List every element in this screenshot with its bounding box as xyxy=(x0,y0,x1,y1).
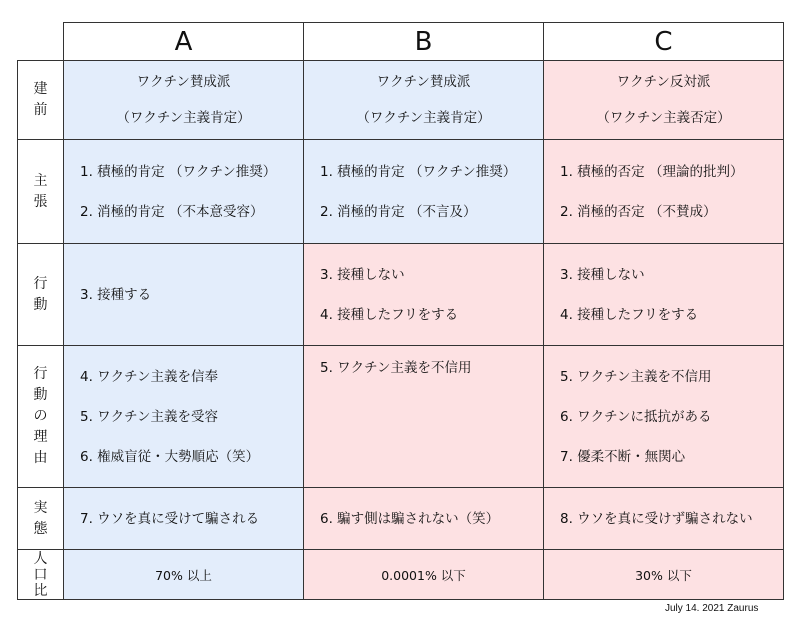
cell-b-riyu xyxy=(304,346,544,488)
cell-line: ワクチン反対派 xyxy=(616,74,711,90)
row-label-char: 動 xyxy=(33,296,48,313)
row-tatemae xyxy=(18,61,784,140)
row-label-kodo-no-riyu xyxy=(18,346,64,488)
cell-line: 6. 騙す側は騙されない（笑） xyxy=(320,510,500,527)
row-label-char: 主 xyxy=(33,172,48,189)
cell-line: 6. 権威盲従・大勢順応（笑） xyxy=(80,448,260,465)
cell-a-jinkohi: 70% 以上 xyxy=(64,550,304,600)
row-label-char: 理 xyxy=(33,429,48,445)
cell-line: ワクチン賛成派 xyxy=(136,74,231,90)
row-kodo-no-riyu xyxy=(18,346,784,488)
column-header-c: C xyxy=(544,23,784,61)
row-label-tatemae xyxy=(18,61,64,140)
cell-line: 6. ワクチンに抵抗がある xyxy=(560,408,712,425)
row-label-char: 張 xyxy=(33,193,48,210)
cell-line: 3. 接種しない xyxy=(560,266,645,283)
cell-line: （ワクチン主義肯定） xyxy=(356,110,491,126)
row-label-char: 行 xyxy=(33,366,48,382)
cell-a-jittai xyxy=(64,488,304,550)
header-row xyxy=(18,23,784,61)
row-label-char: の xyxy=(33,408,48,424)
row-jittai xyxy=(18,488,784,550)
row-label-char: 動 xyxy=(33,387,48,403)
cell-a-shucho xyxy=(64,140,304,244)
cell-line: 1. 積極的否定 （理論的批判） xyxy=(560,163,744,180)
cell-line: 7. 優柔不断・無関心 xyxy=(560,448,686,465)
cell-line: 5. ワクチン主義を不信用 xyxy=(560,368,712,385)
row-label-char: 口 xyxy=(33,566,48,583)
cell-c-jittai xyxy=(544,488,784,550)
cell-a-kodo xyxy=(64,244,304,346)
row-label-shucho xyxy=(18,140,64,244)
row-label-char: 人 xyxy=(33,550,48,567)
cell-line: 3. 接種する xyxy=(80,286,152,303)
corner-cell xyxy=(18,23,64,61)
cell-b-jinkohi: 0.0001% 以下 xyxy=(304,550,544,600)
cell-line: 1. 積極的肯定 （ワクチン推奨） xyxy=(80,163,277,180)
cell-line: 1. 積極的肯定 （ワクチン推奨） xyxy=(320,163,517,180)
row-label-jinkohi xyxy=(18,550,64,600)
row-label-char: 前 xyxy=(33,102,48,118)
cell-c-tatemae xyxy=(544,61,784,140)
cell-line: 2. 消極的肯定 （不本意受容） xyxy=(80,203,264,220)
row-shucho xyxy=(18,140,784,244)
cell-b-shucho xyxy=(304,140,544,244)
cell-b-tatemae xyxy=(304,61,544,140)
column-header-a: A xyxy=(64,23,304,61)
row-label-char: 実 xyxy=(33,499,48,516)
cell-a-tatemae xyxy=(64,61,304,140)
cell-a-riyu xyxy=(64,346,304,488)
cell-line: 4. 接種したフリをする xyxy=(320,306,459,323)
cell-c-shucho xyxy=(544,140,784,244)
cell-line: （ワクチン主義肯定） xyxy=(116,110,251,126)
row-label-kodo xyxy=(18,244,64,346)
row-label-char: 行 xyxy=(33,275,48,292)
row-label-char: 態 xyxy=(33,520,48,537)
row-label-char: 由 xyxy=(33,450,48,466)
cell-line: 3. 接種しない xyxy=(320,266,405,283)
cell-line: 8. ウソを真に受けず騙されない xyxy=(560,510,753,527)
comparison-table xyxy=(17,22,784,600)
row-kodo xyxy=(18,244,784,346)
cell-line: 2. 消極的否定 （不賛成） xyxy=(560,203,717,220)
cell-c-kodo xyxy=(544,244,784,346)
cell-line: 5. ワクチン主義を受容 xyxy=(80,408,218,425)
cell-line: 7. ウソを真に受けて騙される xyxy=(80,510,260,527)
row-label-char: 建 xyxy=(33,81,48,97)
cell-c-riyu xyxy=(544,346,784,488)
row-jinkohi xyxy=(18,550,784,600)
cell-line: 4. 接種したフリをする xyxy=(560,306,699,323)
footer-credit: July 14. 2021 Zaurus xyxy=(665,603,759,614)
cell-line: 4. ワクチン主義を信奉 xyxy=(80,368,218,385)
cell-line: 2. 消極的肯定 （不言及） xyxy=(320,203,477,220)
cell-line: ワクチン賛成派 xyxy=(376,74,471,90)
cell-line: （ワクチン主義否定） xyxy=(596,110,731,126)
cell-line: 5. ワクチン主義を不信用 xyxy=(320,360,472,376)
row-label-jittai xyxy=(18,488,64,550)
cell-b-kodo xyxy=(304,244,544,346)
column-header-b: B xyxy=(304,23,544,61)
cell-c-jinkohi: 30% 以下 xyxy=(544,550,784,600)
cell-b-jittai xyxy=(304,488,544,550)
row-label-char: 比 xyxy=(33,582,48,599)
